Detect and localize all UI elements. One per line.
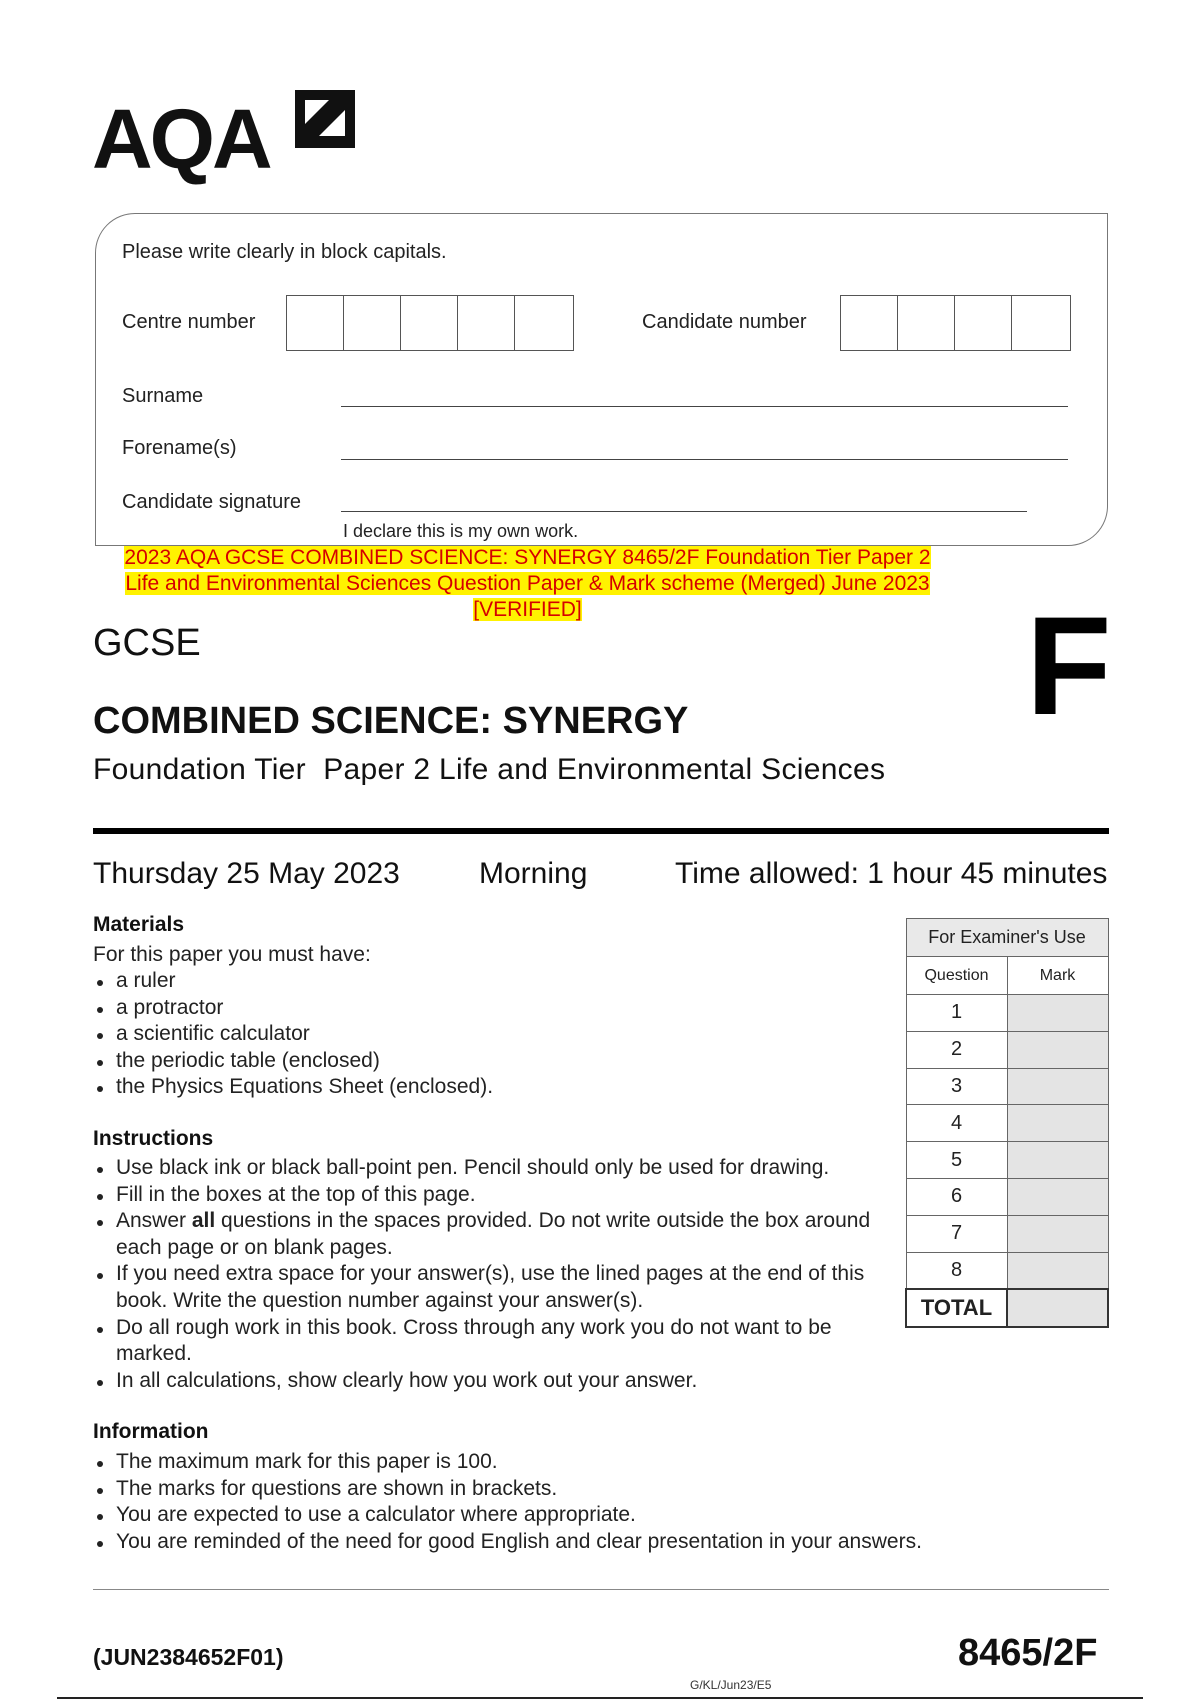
candidate-number-digit[interactable] [955,296,1012,350]
total-label: TOTAL [906,1289,1007,1327]
question-column-header: Question [906,957,1007,995]
list-item: a protractor [93,995,873,1022]
mark-cell [1007,1068,1108,1105]
tier-letter: F [1026,587,1112,744]
surname-field[interactable] [341,406,1068,407]
exam-session: Morning [479,857,588,890]
materials-heading: Materials [93,913,185,936]
examiners-use-table [905,918,1109,1328]
footer-divider [93,1589,1109,1590]
mark-cell [1007,1215,1108,1252]
page-bottom-rule [57,1697,1143,1699]
centre-number-digit[interactable] [458,296,515,350]
header-divider [93,828,1109,834]
table-row [906,1105,1108,1142]
question-number: 4 [906,1105,1007,1142]
aqa-logo [92,85,362,185]
centre-number-digit[interactable] [401,296,458,350]
mark-cell [1007,1142,1108,1179]
candidate-number-boxes[interactable] [840,295,1071,351]
list-item: Use black ink or black ball-point pen. Pencil should only be used for drawing. [93,1155,883,1182]
list-item: the periodic table (enclosed) [93,1048,873,1075]
paper-code: (JUN2384652F01) [93,1644,284,1670]
mark-cell [1007,1105,1108,1142]
subject-title: COMBINED SCIENCE: SYNERGY [93,700,689,742]
question-number: 6 [906,1178,1007,1215]
highlighted-banner [95,545,960,623]
candidate-number-label: Candidate number [642,311,807,333]
qualification-title: GCSE [93,622,201,664]
candidate-number-digit[interactable] [898,296,955,350]
surname-label: Surname [122,385,204,407]
centre-number-digit[interactable] [287,296,344,350]
question-number: 1 [906,995,1007,1032]
question-number: 2 [906,1031,1007,1068]
centre-number-boxes[interactable] [286,295,574,351]
instructions-heading: Instructions [93,1127,214,1150]
materials-list [93,968,873,1101]
table-row [906,1178,1108,1215]
specification-code: 8465/2F [958,1632,1098,1674]
total-row [906,1289,1108,1327]
document-reference: G/KL/Jun23/E5 [690,1678,772,1692]
list-item: In all calculations, show clearly how you work out your answer. [93,1368,883,1395]
signature-label: Candidate signature [122,491,302,513]
instruction-emphasis: all [191,1209,216,1233]
materials-intro: For this paper you must have: [93,943,371,966]
mark-cell [1007,995,1108,1032]
question-number: 5 [906,1142,1007,1179]
question-number: 8 [906,1252,1007,1289]
time-allowed: Time allowed: 1 hour 45 minutes [675,857,1108,890]
mark-cell [1007,1178,1108,1215]
banner-line-3: [VERIFIED] [473,598,582,621]
instruction-text: Answer [116,1209,192,1233]
list-item: a ruler [93,968,873,995]
logo-text: AQA [92,92,270,186]
question-number: 3 [906,1068,1007,1105]
table-row [906,1031,1108,1068]
information-list [93,1449,1093,1555]
table-row [906,1142,1108,1179]
aqa-logo-mark-icon [295,90,355,148]
forenames-field[interactable] [341,459,1068,460]
paper-subtitle: Foundation Tier Paper 2 Life and Environmental Sciences [93,753,886,786]
forenames-label: Forename(s) [122,437,237,459]
list-item: Fill in the boxes at the top of this page. [93,1182,883,1209]
list-item: You are expected to use a calculator where appropriate. [93,1502,1093,1529]
examiners-use-title: For Examiner's Use [906,919,1108,957]
candidate-number-digit[interactable] [841,296,898,350]
mark-column-header: Mark [1007,957,1108,995]
total-mark-cell [1007,1289,1108,1327]
centre-number-digit[interactable] [515,296,572,350]
banner-line-1: 2023 AQA GCSE COMBINED SCIENCE: SYNERGY 8465/2F Foundation Tier Paper 2 [124,546,931,569]
table-row [906,1252,1108,1289]
instruction-text: questions in the spaces provided. Do not write outside the box around each page or on blank pages. [116,1209,871,1259]
list-item [93,1208,883,1261]
list-item: the Physics Equations Sheet (enclosed). [93,1074,873,1101]
declaration-text: I declare this is my own work. [343,521,579,541]
mark-cell [1007,1252,1108,1289]
candidate-number-digit[interactable] [1012,296,1069,350]
list-item: The maximum mark for this paper is 100. [93,1449,1093,1476]
list-item: a scientific calculator [93,1021,873,1048]
table-row [906,1215,1108,1252]
exam-date: Thursday 25 May 2023 [93,857,400,890]
question-number: 7 [906,1215,1007,1252]
list-item: You are reminded of the need for good English and clear presentation in your answers. [93,1529,1093,1556]
instructions-list [93,1155,883,1394]
centre-number-label: Centre number [122,311,256,333]
signature-field[interactable] [341,511,1027,512]
centre-number-digit[interactable] [344,296,401,350]
table-row [906,1068,1108,1105]
mark-cell [1007,1031,1108,1068]
list-item: If you need extra space for your answer(s), use the lined pages at the end of this book. Write the question number against your answer(s). [93,1261,883,1314]
block-capitals-instruction: Please write clearly in block capitals. [122,241,447,263]
information-heading: Information [93,1420,209,1443]
banner-line-2: Life and Environmental Sciences Question Paper & Mark scheme (Merged) June 2023 [125,572,930,595]
table-row [906,995,1108,1032]
list-item: The marks for questions are shown in brackets. [93,1476,1093,1503]
list-item: Do all rough work in this book. Cross through any work you do not want to be marked. [93,1315,883,1368]
